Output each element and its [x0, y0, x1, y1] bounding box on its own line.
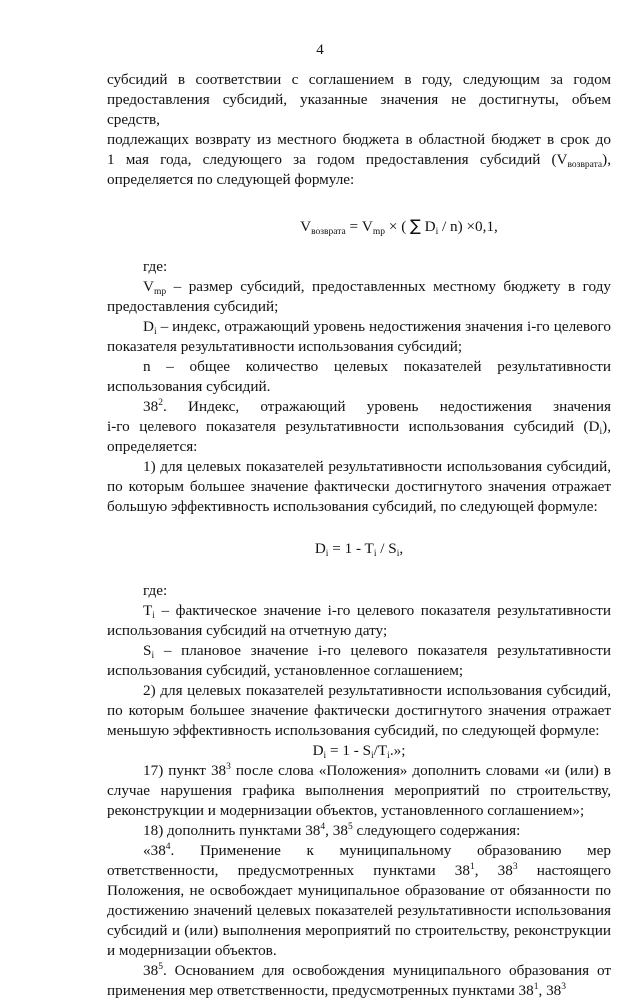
item-2: 2) для целевых показателей результативности использования субсидий, по которым большее значение фактически достигнутого значения отражает меньшую эффективность использования субсидий, по следующей формуле: — [107, 682, 611, 739]
clause-38-2-line-1: $38^2$. Индекс, отражающий уровень недостижения значения — [143, 398, 611, 415]
intro-paragraph — [107, 70, 611, 190]
clause-38-4-line-2: ответственности, предусмотренных пунктами $38^1$, $38^3$ настоящего — [107, 862, 612, 879]
formula-index-1: $D_i = 1 - T_i / S_i$, — [314, 540, 404, 559]
intro-line-1: субсидий в соответствии с соглашением в году, следующим за годом — [107, 71, 611, 88]
definition-vmp: $V_{mp}$ – размер субсидий, предоставленных местному бюджету в году предоставления субсидий; — [107, 278, 611, 315]
document-body — [107, 70, 611, 1001]
clause-18: 18) дополнить пунктами $38^4$, $38^5$ следующего содержания: — [143, 822, 521, 839]
intro-line-2: предоставления субсидий, указанные значения не достигнуты, объем средств, — [107, 91, 611, 128]
intro-line-4: 1 мая года, следующего за годом предоставления субсидий $(V_{возврата})$, — [107, 151, 611, 170]
clause-38-4-line-1: «$38^4$. Применение к муниципальному образованию мер — [143, 842, 611, 859]
definition-n-line-2: использования субсидий. — [107, 378, 271, 395]
clause-38-2-line-3: определяется: — [107, 438, 198, 455]
definition-n-line-1: n – общее количество целевых показателей результативности — [143, 358, 611, 375]
where-label-2: где: — [143, 582, 168, 599]
definition-di: $D_i$ – индекс, отражающий уровень недостижения значения i-го целевого показателя результативности использования субсидий; — [107, 318, 611, 355]
intro-line-5: определяется по следующей формуле: — [107, 171, 355, 188]
where-label-1: где: — [143, 258, 168, 275]
definition-si: $S_i$ – плановое значение i-го целевого показателя результативности использования субсидий, установленное соглашением; — [107, 642, 611, 679]
clause-38-5: $38^5$. Основанием для освобождения муниципального образования от применения мер ответственности, предусмотренных пунктами $38^1$, $38^3$ — [107, 962, 611, 999]
formula-index-2: $D_i = 1 - S_i/T_i$.»; — [312, 742, 406, 761]
clause-38-2-line-2: i-го целевого показателя результативности использования субсидий $(D_i)$, — [107, 418, 611, 437]
page-number: 4 — [316, 42, 324, 58]
definition-ti: $T_i$ – фактическое значение i-го целевого показателя результативности использования субсидий на отчетную дату; — [107, 602, 611, 639]
clause-38-4-rest: Положения, не освобождает муниципальное образование от обязанности по достижению значений целевых показателей результативности использования субсидий и (или) выполнения мероприятий по строительству, реконструкции и модернизации объектов. — [107, 882, 611, 959]
clause-17: 17) пункт $38^3$ после слова «Положения» дополнить словами «и (или) в случае нарушения графика выполнения мероприятий по строительству, реконструкции и модернизации объектов, установленного соглашением»; — [107, 762, 611, 819]
formula-refund: $V_{возврата} = V_{mp}$ × ( ∑ $D_i / n) \times 0,1$, — [300, 216, 498, 237]
sum-symbol: ∑ — [410, 216, 421, 235]
item-1: 1) для целевых показателей результативности использования субсидий, по которым большее значение фактически достигнутого значения отражает большую эффективность использования субсидий, по следующей формуле: — [107, 458, 611, 515]
intro-line-3: подлежащих возврату из местного бюджета в областной бюджет в срок до — [107, 131, 611, 148]
